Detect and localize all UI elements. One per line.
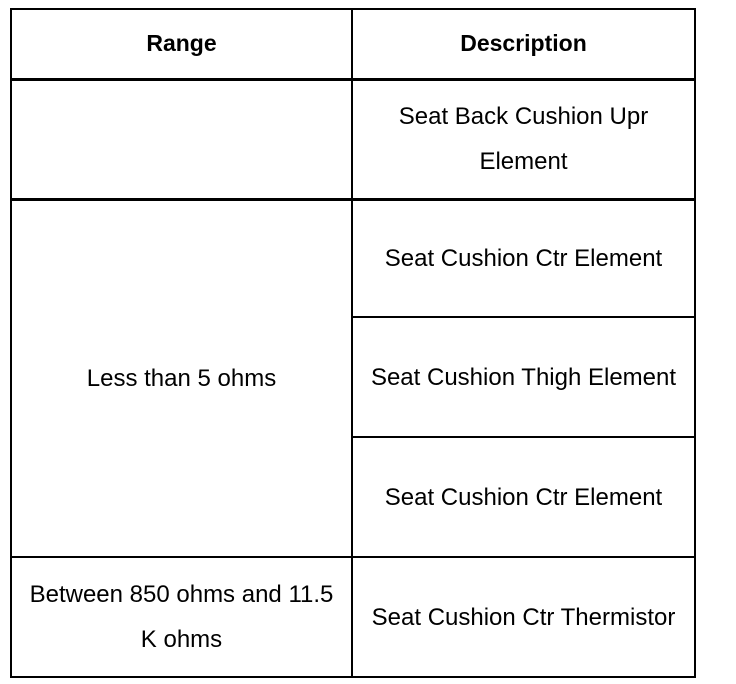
description-cell: Seat Cushion Ctr Element [352,437,695,557]
description-cell: Seat Cushion Ctr Element [352,199,695,317]
range-cell: Between 850 ohms and 11.5 K ohms [11,557,352,677]
description-cell: Seat Cushion Ctr Thermistor [352,557,695,677]
description-cell: Seat Cushion Thigh Element [352,317,695,437]
header-range: Range [11,9,352,79]
table-header-row [11,9,695,79]
range-cell [11,79,352,199]
header-description: Description [352,9,695,79]
table-row [11,199,695,317]
table-row [11,557,695,677]
description-cell: Seat Back Cushion Upr Element [352,79,695,199]
table-row [11,79,695,199]
resistance-range-table [10,8,696,678]
range-cell: Less than 5 ohms [11,199,352,557]
